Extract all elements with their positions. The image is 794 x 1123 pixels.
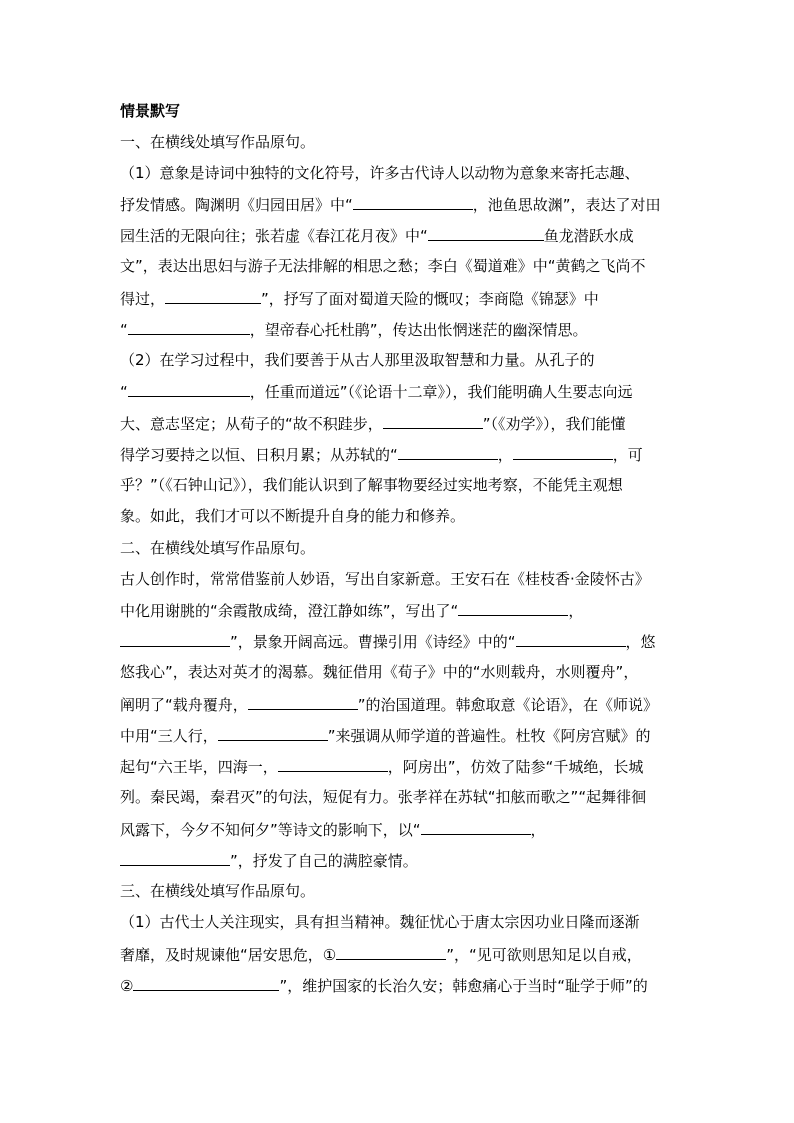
answer-blank[interactable] xyxy=(458,599,568,616)
s1-line-10 xyxy=(120,443,643,466)
answer-blank[interactable] xyxy=(398,443,498,460)
text: ”来强调从师学道的普遍性。杜牧《阿房宫赋》的 xyxy=(327,727,651,745)
s3-line-2 xyxy=(120,943,642,966)
answer-blank[interactable] xyxy=(165,287,261,304)
section-1-heading: 一、在横线处填写作品原句。 xyxy=(120,133,316,151)
text: ，望帝春心托杜鹃”，传达出怅惘迷茫的幽深情思。 xyxy=(249,321,588,339)
s1-line-11: 乎？”（《石钟山记》），我们能认识到了解事物要经过实地考察，不能凭主观想 xyxy=(120,476,623,494)
s2-line-2 xyxy=(120,599,583,622)
answer-blank[interactable] xyxy=(218,724,328,741)
text: “ xyxy=(120,321,128,339)
page-title: 情景默写 xyxy=(120,102,181,120)
text: ，可 xyxy=(612,446,643,464)
s2-line-6 xyxy=(120,724,651,747)
answer-blank[interactable] xyxy=(128,380,250,397)
text: ， xyxy=(568,602,584,620)
answer-blank[interactable] xyxy=(120,630,230,647)
text: ”的治国道理。韩愈取意《论语》，在《师说》 xyxy=(357,696,659,714)
text: 园生活的无限向往；张若虚《春江花月夜》中“ xyxy=(120,227,428,245)
s3-line-3 xyxy=(120,974,648,997)
answer-blank[interactable] xyxy=(353,193,473,210)
text: 得过， xyxy=(120,290,166,308)
s2-line-3 xyxy=(120,630,656,653)
text: ，悠 xyxy=(625,633,656,651)
answer-blank[interactable] xyxy=(516,630,626,647)
s1-line-12: 象。如此，我们才可以不断提升自身的能力和修养。 xyxy=(120,507,466,525)
answer-blank[interactable] xyxy=(133,974,279,991)
s2-line-1: 古人创作时，常常借鉴前人妙语，写出自家新意。王安石在《桂枝香·金陵怀古》 xyxy=(120,570,650,588)
s1-line-1: （1）意象是诗词中独特的文化符号，许多古代诗人以动物为意象来寄托志趣、 xyxy=(120,164,640,182)
text: 得学习要持之以恒、日积月累；从苏轼的“ xyxy=(120,446,398,464)
answer-blank[interactable] xyxy=(278,755,388,772)
text: ， xyxy=(530,821,546,839)
text: 风露下，今夕不知何夕”等诗文的影响下，以“ xyxy=(120,821,421,839)
text: 抒发情感。陶渊明《归园田居》中“ xyxy=(120,196,353,214)
answer-blank[interactable] xyxy=(383,412,483,429)
s1-line-8 xyxy=(120,380,633,403)
text: ， xyxy=(497,446,513,464)
s2-line-8: 列。秦民竭，秦君灭”的句法，短促有力。张孝祥在苏轼“扣舷而歌之”“起舞徘徊 xyxy=(120,788,647,806)
answer-blank[interactable] xyxy=(120,849,230,866)
s2-line-7 xyxy=(120,755,643,778)
text: ，任重而道远”（《论语十二章》），我们能明确人生要志向远 xyxy=(249,383,633,401)
s1-line-6 xyxy=(120,318,588,341)
section-3-heading: 三、在横线处填写作品原句。 xyxy=(120,882,316,900)
s1-line-9 xyxy=(120,412,626,435)
answer-blank[interactable] xyxy=(128,318,250,335)
s2-line-9 xyxy=(120,818,546,841)
text: 鱼龙潜跃水成 xyxy=(543,227,634,245)
s2-line-4: 悠我心”，表达对英才的渴慕。魏征借用《荀子》中的“水则载舟，水则覆舟”， xyxy=(120,663,639,681)
text: ”，维护国家的长治久安；韩愈痛心于当时“耻学于师”的 xyxy=(279,977,648,995)
text: ”，抒发了自己的满腔豪情。 xyxy=(230,852,418,870)
text: “ xyxy=(120,383,128,401)
s1-line-5 xyxy=(120,287,599,310)
text: ”，景象开阔高远。曹操引用《诗经》中的“ xyxy=(230,633,516,651)
text: 大、意志坚定；从荀子的“故不积跬步， xyxy=(120,415,383,433)
answer-blank[interactable] xyxy=(428,224,544,241)
answer-blank[interactable] xyxy=(248,693,358,710)
s1-line-4: 文”，表达出思妇与游子无法排解的相思之愁；李白《蜀道难》中“黄鹤之飞尚不 xyxy=(120,257,646,275)
text: ，阿房出”，仿效了陆参“千城绝，长城 xyxy=(387,758,644,776)
s2-line-10 xyxy=(120,849,418,872)
text: 奢靡，及时规谏他“居安思危， xyxy=(120,946,323,964)
text: 起句“六王毕，四海一， xyxy=(120,758,278,776)
s2-line-5 xyxy=(120,693,658,716)
section-2-heading: 二、在横线处填写作品原句。 xyxy=(120,539,316,557)
answer-blank[interactable] xyxy=(336,943,446,960)
text: 阐明了“载舟覆舟， xyxy=(120,696,248,714)
s3-line-1: （1）古代士人关注现实，具有担当精神。魏征忧心于唐太宗因功业日隆而逐渐 xyxy=(120,913,640,931)
circled-number: ① xyxy=(322,946,337,964)
circled-number: ② xyxy=(120,977,134,995)
answer-blank[interactable] xyxy=(421,818,531,835)
s1-line-3 xyxy=(120,224,634,247)
text: ，池鱼思故渊”，表达了对田 xyxy=(472,196,661,214)
text: ”，“见可欲则思知足以自戒， xyxy=(446,946,642,964)
s1-line-7: （2）在学习过程中，我们要善于从古人那里汲取智慧和力量。从孔子的 xyxy=(120,351,595,369)
text: 中化用谢朓的“余霞散成绮，澄江静如练”，写出了“ xyxy=(120,602,459,620)
text: ”（《劝学》），我们能懂 xyxy=(482,415,626,433)
text: 中用“三人行， xyxy=(120,727,218,745)
answer-blank[interactable] xyxy=(513,443,613,460)
text: ”，抒写了面对蜀道天险的慨叹；李商隐《锦瑟》中 xyxy=(261,290,599,308)
s1-line-2 xyxy=(120,193,661,216)
